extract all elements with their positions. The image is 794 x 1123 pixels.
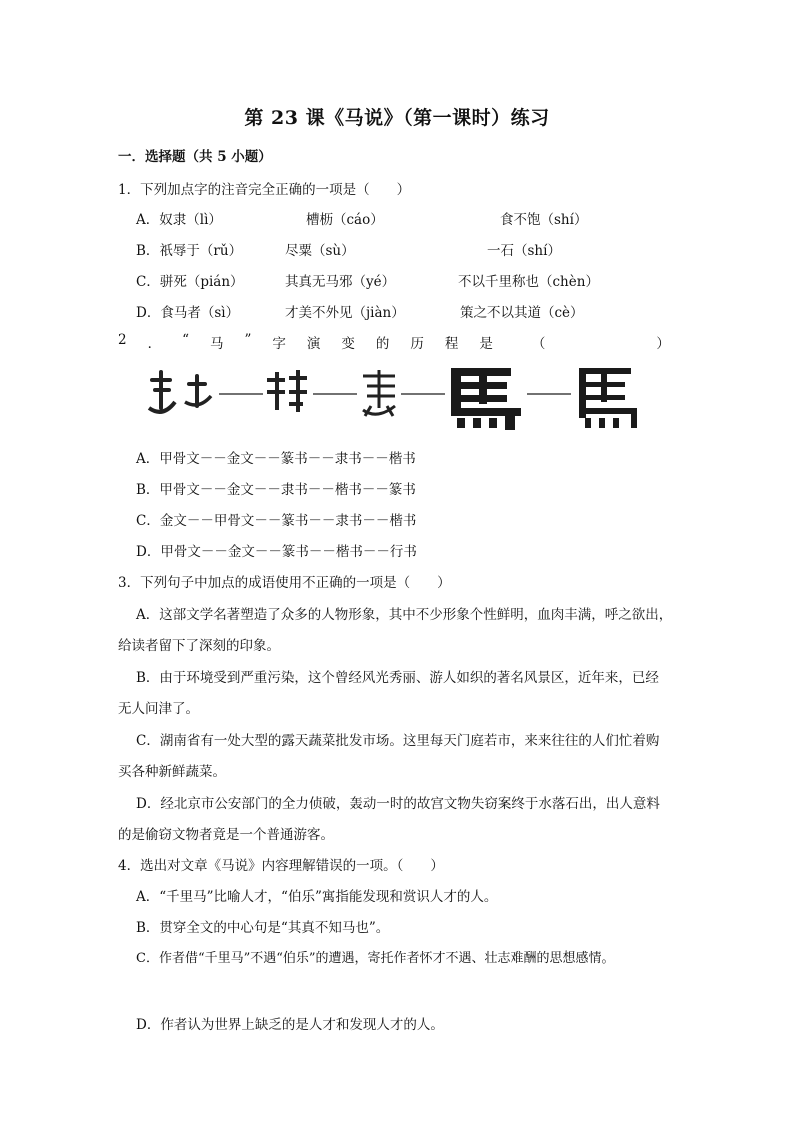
q2-stem-char: 演 [306,336,321,352]
q1-option-a-1: A．奴隶（lì） [136,212,222,228]
q2-stem-char: ” [244,332,252,348]
q2-stem-char: ） [656,336,670,352]
oracle-bone-glyph-icon [149,370,211,412]
clerical-script-glyph-icon [451,368,521,430]
section-heading: 一．选择题（共 5 小题） [118,149,272,165]
q2-stem-char: 2 [118,332,127,348]
q2-stem-char: 字 [272,336,286,352]
q4-stem: 4．选出对文章《马说》内容理解错误的一项。（ ） [118,858,444,874]
q3-option-c-line2: 买各种新鲜蔬菜。 [118,764,226,780]
q2-stem-char: 历 [410,336,424,352]
q2-stem-char: ． [147,336,162,352]
q3-stem: 3．下列句子中加点的成语使用不正确的一项是（ ） [118,575,451,591]
q1-option-c-2: 其真无马邪（yé） [285,274,396,290]
q1-option-d-2: 才美不外见（jiàn） [285,305,405,321]
q1-option-b-3: 一石（shí） [487,243,561,259]
q3-option-a-line2: 给读者留下了深刻的印象。 [118,638,280,654]
q3-option-d-line1: D．经北京市公安部门的全力侦破，轰动一时的故宫文物失窃案终于水落石出，出人意料 [136,796,660,812]
q4-option-c: C．作者借“千里马”不遇“伯乐”的遭遇，寄托作者怀才不遇、壮志难酬的思想感情。 [136,951,615,966]
bronze-glyph-icon [267,370,307,412]
q1-option-b-2: 尽粟（sù） [285,243,355,259]
q2-stem-char: （ [531,336,546,352]
q2-option-b: B．甲骨文－－金文－－隶书－－楷书－－篆书 [136,482,416,498]
q2-stem-char: 的 [375,336,390,352]
q1-option-c-1: C．骈死（pián） [136,274,244,290]
q2-stem [118,332,670,352]
seal-script-glyph-icon [363,370,395,416]
q3-option-a-line1: A．这部文学名著塑造了众多的人物形象，其中不少形象个性鲜明，血肉丰满，呼之欲出， [136,607,673,623]
horse-character-evolution-image [145,358,645,434]
q2-stem-char: 变 [341,336,355,352]
q1-stem: 1．下列加点字的注音完全正确的一项是（ ） [118,182,411,198]
q1-option-d-1: D．食马者（sì） [136,305,240,321]
q2-option-c: C．金文－－甲骨文－－篆书－－隶书－－楷书 [136,513,417,529]
q3-option-c-line1: C．湖南省有一处大型的露天蔬菜批发市场。这里每天门庭若市，来来往往的人们忙着购 [136,733,660,749]
q2-option-d: D．甲骨文－－金文－－篆书－－楷书－－行书 [136,544,417,560]
q4-option-a: A．“千里马”比喻人才，“伯乐”寓指能发现和赏识人才的人。 [136,889,498,905]
q1-option-a-3: 食不饱（shí） [500,212,588,228]
q4-option-b: B．贯穿全文的中心句是“其真不知马也”。 [136,920,390,936]
q1-option-a-2: 槽枥（cáo） [306,212,384,228]
page-title: 第 23 课《马说》（第一课时）练习 [244,107,550,129]
q1-option-d-3: 策之不以其道（cè） [460,305,584,321]
q3-option-b-line1: B．由于环境受到严重污染，这个曾经风光秀丽、游人如织的著名风景区，近年来，已经 [136,670,659,686]
q2-stem-char: 程 [444,336,459,352]
q2-stem-char: “ [182,332,189,348]
q2-option-a: A．甲骨文－－金文－－篆书－－隶书－－楷书 [136,451,416,467]
q4-option-d: D．作者认为世界上缺乏的是人才和发现人才的人。 [136,1017,444,1033]
q1-option-c-3: 不以千里称也（chèn） [458,274,599,290]
q2-stem-char: 是 [479,336,493,352]
q2-stem-char: 马 [210,336,224,352]
q3-option-b-line2: 无人问津了。 [118,701,199,717]
q1-option-b-1: B．祇辱于（rǔ） [136,243,243,259]
q3-option-d-line2: 的是偷窃文物者竟是一个普通游客。 [118,827,334,843]
regular-script-glyph-icon [579,368,637,428]
